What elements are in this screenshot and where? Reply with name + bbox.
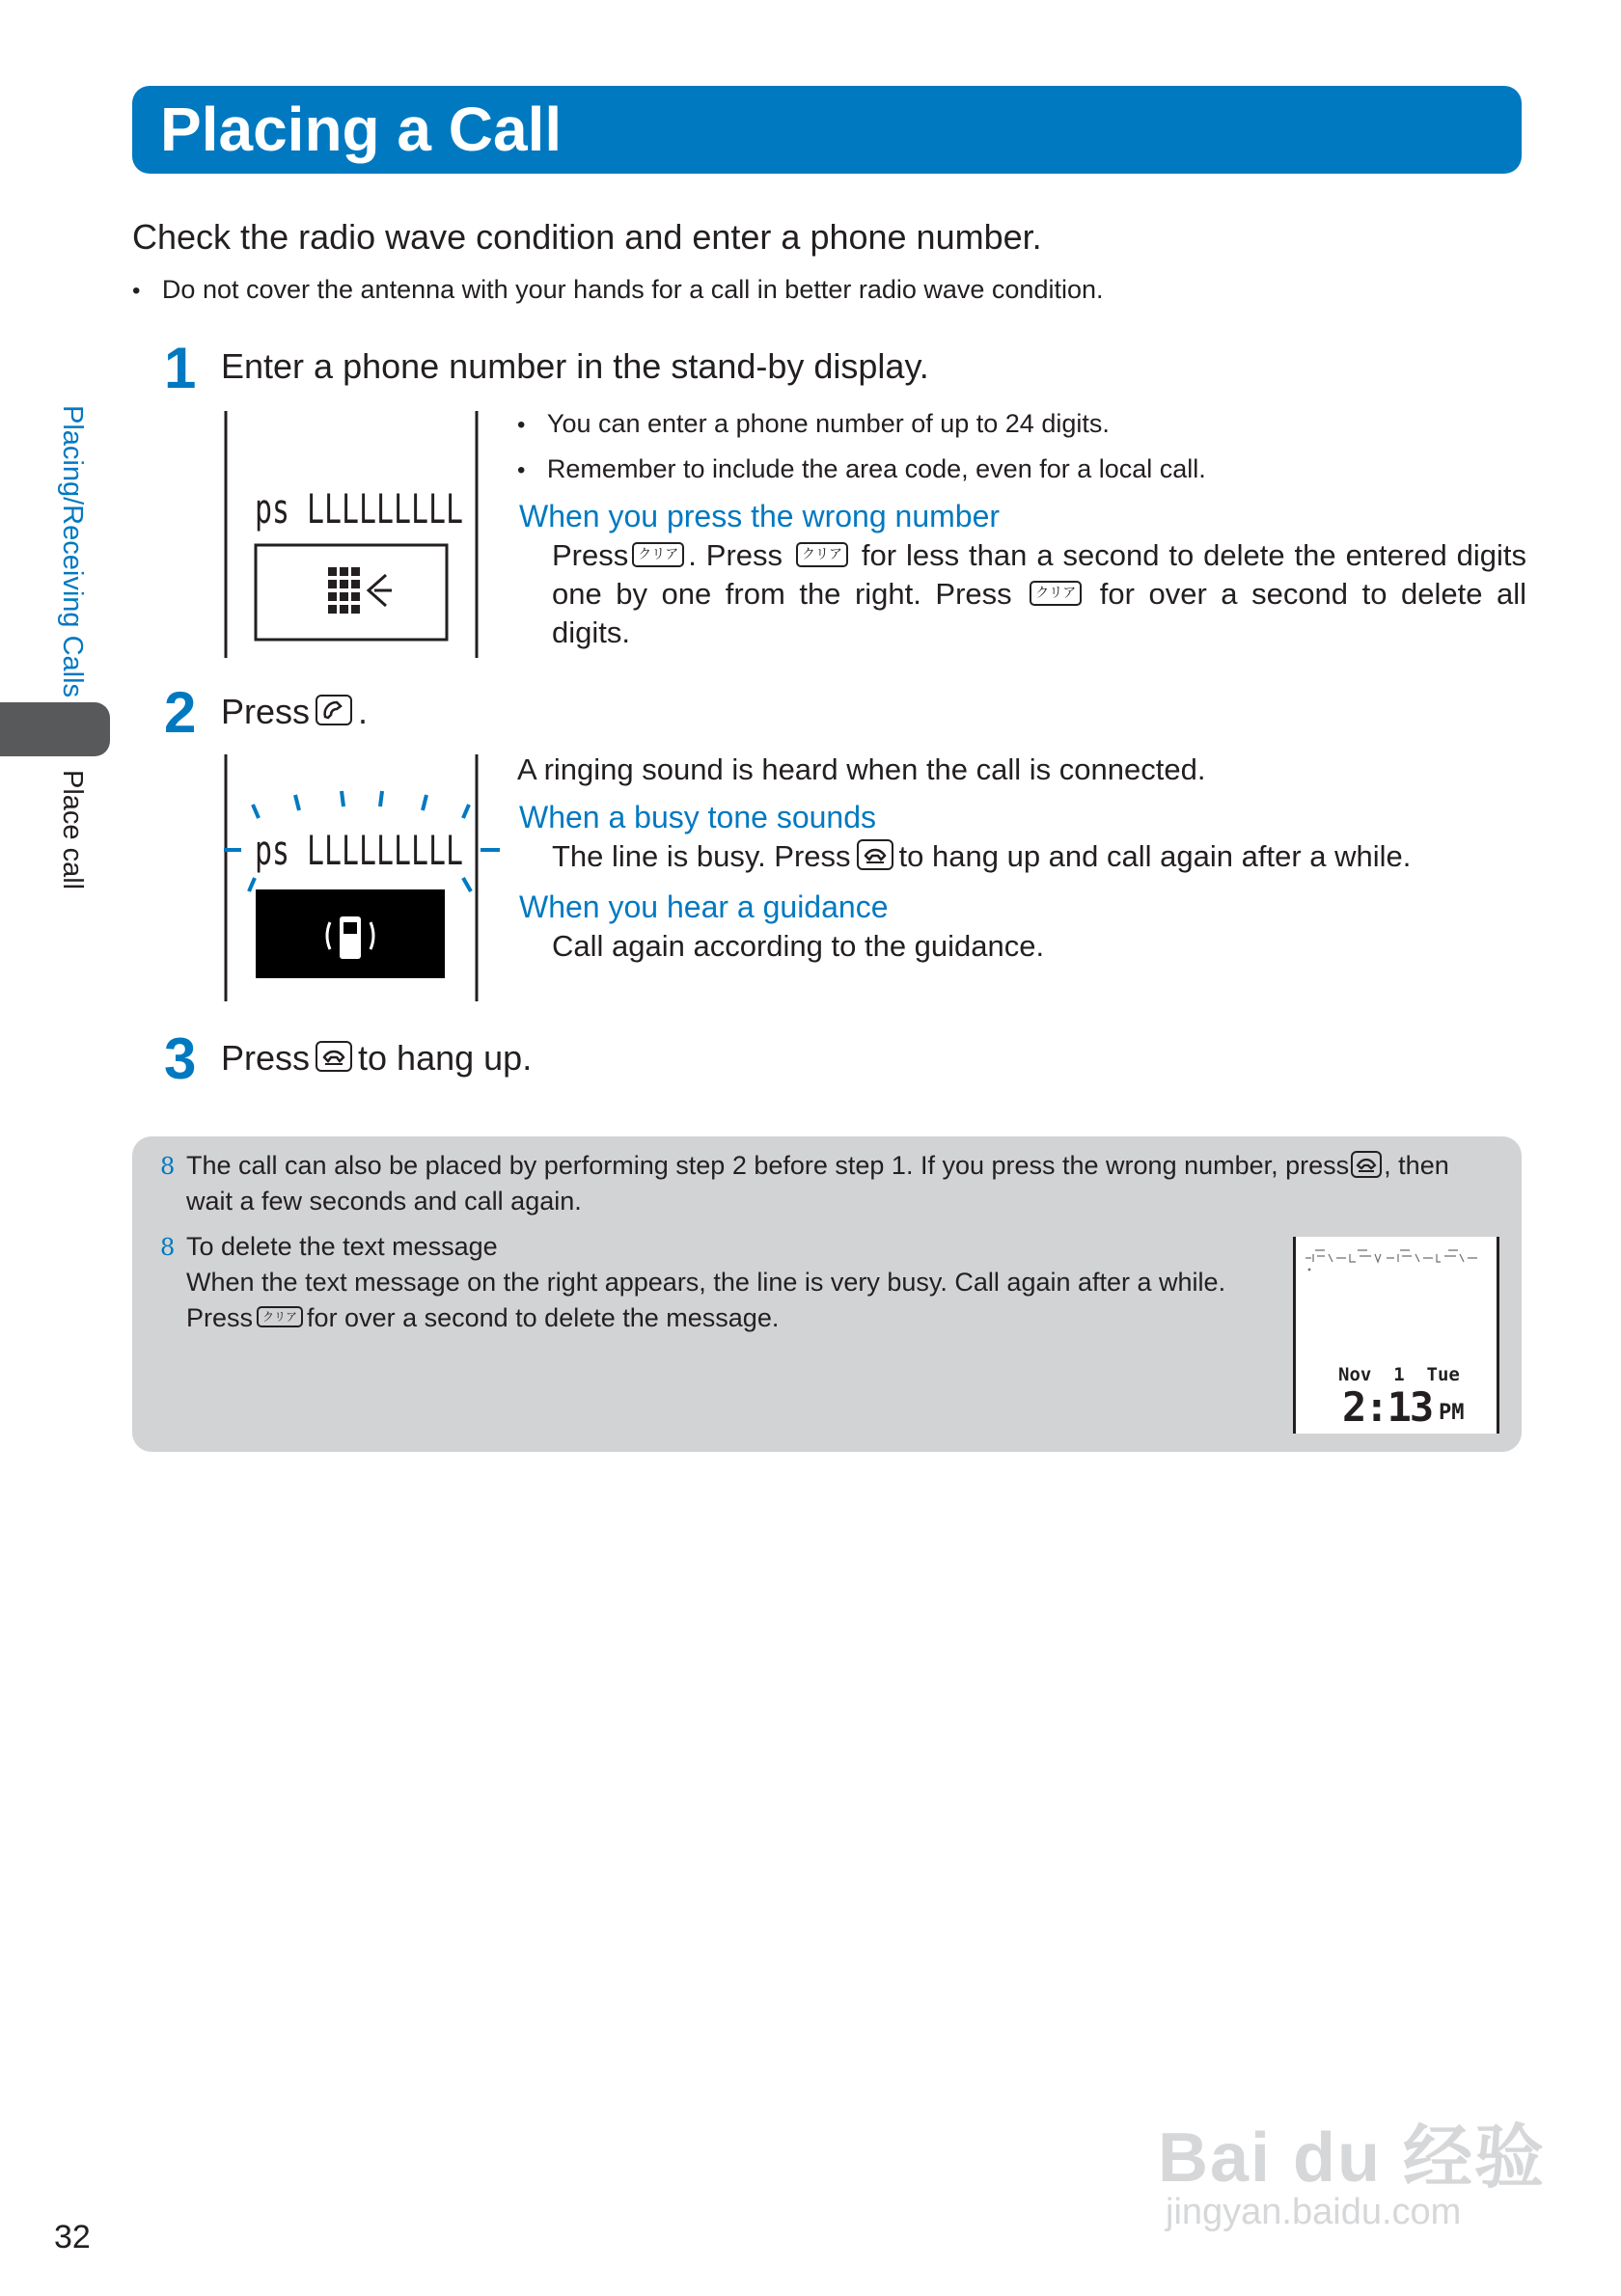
clear-key-icon: クリア <box>257 1306 303 1327</box>
clear-key-icon: クリア <box>1030 581 1082 606</box>
wrong-number-body: Press クリア . Press クリア for less than a second to delete the entered digits one by one from the right. Press クリア for over a second to delete all digits. <box>552 538 1526 649</box>
end-call-key-icon <box>316 1041 352 1072</box>
step-2-number: 2 <box>164 680 197 745</box>
step-3-number: 3 <box>164 1026 197 1091</box>
clear-key-icon: クリア <box>632 542 684 567</box>
clear-key-icon: クリア <box>796 542 848 567</box>
baidu-watermark-url: jingyan.baidu.com <box>1166 2192 1462 2232</box>
note-item-1-line-2: wait a few seconds and call again. <box>186 1187 582 1216</box>
step-3-text: Press to hang up. <box>221 1038 533 1078</box>
note-mark-1: 8 <box>160 1153 176 1180</box>
end-call-key-icon <box>857 839 893 870</box>
screen-date: Nov 1 Tue <box>1338 1364 1460 1385</box>
note-mark-2: 8 <box>160 1234 176 1261</box>
page-number: 32 <box>54 2219 91 2255</box>
step-1-text: Enter a phone number in the stand-by display. <box>221 346 929 386</box>
note-item-2-line-1: When the text message on the right appears, the line is very busy. Call again after a while. <box>186 1268 1226 1297</box>
ringing-text: A ringing sound is heard when the call is connected. <box>517 752 1206 786</box>
side-topic-label: Place call <box>57 770 88 890</box>
busy-body: The line is busy. Press to hang up and call again after a while. <box>552 839 1412 873</box>
guidance-body: Call again according to the guidance. <box>552 929 1045 963</box>
note-item-1: The call can also be placed by performing step 2 before step 1. If you press the wrong number, press , then <box>186 1151 1449 1180</box>
baidu-watermark-logo: Bai du 经验 <box>1158 2119 1547 2197</box>
step-2-text: Press . <box>221 692 369 731</box>
svg-text:ps LLLLLLLLL: ps LLLLLLLLL <box>255 827 463 874</box>
side-section-label: Placing/Receiving Calls <box>57 405 88 698</box>
page-title: Placing a Call <box>160 95 563 164</box>
intro-bullet: • Do not cover the antenna with your hands for a call in better radio wave condition. <box>132 275 1104 304</box>
screen-ampm: PM <box>1439 1401 1465 1425</box>
svg-text:ps LLLLLLLLL: ps LLLLLLLLL <box>255 485 463 533</box>
side-tab-marker <box>0 702 110 756</box>
wrong-number-heading: When you press the wrong number <box>519 499 1001 533</box>
screen-time: 2:13 <box>1342 1383 1433 1431</box>
dial-screen-illustration <box>220 409 482 660</box>
step-1-number: 1 <box>164 336 197 400</box>
guidance-heading: When you hear a guidance <box>519 889 889 924</box>
message-screen-illustration <box>1293 1237 1499 1434</box>
note-item-2-title: To delete the text message <box>186 1232 498 1261</box>
intro-text: Check the radio wave condition and enter a phone number. <box>132 217 1042 257</box>
step-1-bullet-2: • Remember to include the area code, even for a local call. <box>517 454 1206 483</box>
end-call-key-icon <box>1351 1151 1382 1178</box>
call-key-icon <box>316 695 352 725</box>
busy-heading: When a busy tone sounds <box>519 800 877 834</box>
garbled-message-lines <box>1304 1244 1487 1273</box>
note-item-2-line-2: Press クリア for over a second to delete the message. <box>186 1303 780 1332</box>
step-1-bullet-1: • You can enter a phone number of up to 24 digits. <box>517 409 1110 438</box>
ringing-screen-illustration <box>220 752 502 1005</box>
